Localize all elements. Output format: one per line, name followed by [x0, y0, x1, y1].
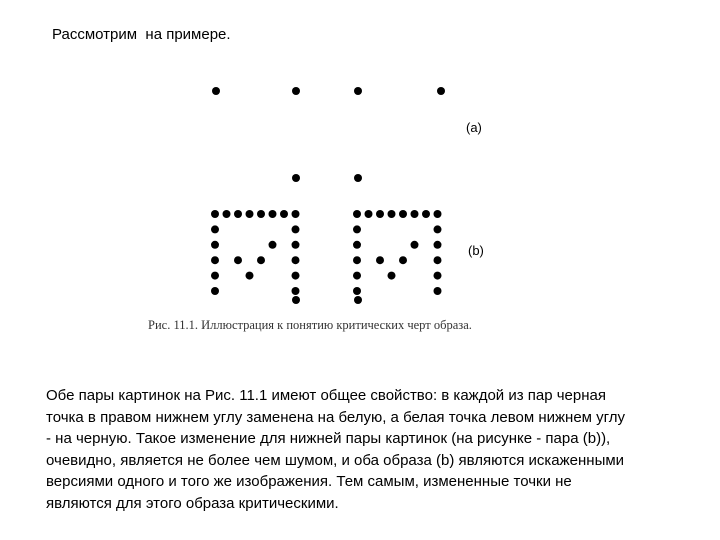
dot	[292, 241, 300, 249]
paragraph-line: версиями одного и того же изображения. Тем самым, измененные точки не	[46, 473, 572, 490]
paragraph-line: являются для этого образа критическими.	[46, 494, 339, 512]
label-b: (b)	[468, 243, 484, 258]
dot	[399, 210, 407, 218]
dot	[437, 87, 445, 95]
dot	[211, 287, 219, 295]
dot	[211, 256, 219, 264]
dot	[388, 210, 396, 218]
dot	[280, 210, 288, 218]
dot	[376, 210, 384, 218]
dot	[434, 272, 442, 280]
dot	[411, 210, 419, 218]
dot	[353, 256, 361, 264]
dot	[376, 256, 384, 264]
dot	[211, 210, 219, 218]
dot	[434, 241, 442, 249]
label-a: (a)	[466, 120, 482, 135]
dot	[292, 87, 300, 95]
dot	[434, 210, 442, 218]
dot	[422, 210, 430, 218]
dot	[269, 210, 277, 218]
dot	[211, 241, 219, 249]
dot	[211, 272, 219, 280]
dot	[292, 210, 300, 218]
paragraph-line: - на черную. Такое изменение для нижней пары картинок (на рисунке - пара (b)),	[46, 430, 611, 447]
dot	[434, 225, 442, 233]
dot	[212, 87, 220, 95]
dot	[292, 174, 300, 182]
dot	[388, 272, 396, 280]
dot	[292, 256, 300, 264]
paragraph-line: точка в правом нижнем углу заменена на белую, а белая точка левом нижнем углу	[46, 408, 626, 426]
dot	[354, 87, 362, 95]
explanation-paragraph	[46, 385, 696, 514]
dot	[211, 225, 219, 233]
dot	[353, 210, 361, 218]
dot	[365, 210, 373, 218]
dot	[354, 296, 362, 304]
dot	[434, 287, 442, 295]
figure-caption: Рис. 11.1. Иллюстрация к понятию критических черт образа.	[148, 318, 472, 332]
dot	[269, 241, 277, 249]
dot	[353, 287, 361, 295]
dot	[223, 210, 231, 218]
dot	[246, 272, 254, 280]
dot	[257, 256, 265, 264]
dot	[292, 296, 300, 304]
dot	[353, 225, 361, 233]
paragraph-line: очевидно, является не более чем шумом, и оба образа (b) являются искаженными	[46, 451, 625, 469]
paragraph-line: Обе пары картинок на Рис. 11.1 имеют общее свойство: в каждой из пар черная	[46, 387, 606, 404]
dot	[292, 225, 300, 233]
dot	[292, 272, 300, 280]
dot	[292, 287, 300, 295]
dot	[257, 210, 265, 218]
dot	[246, 210, 254, 218]
dot	[399, 256, 407, 264]
dot	[354, 174, 362, 182]
dot	[234, 210, 242, 218]
dot	[234, 256, 242, 264]
slide-heading: Рассмотрим на примере.	[52, 26, 231, 43]
dot	[434, 256, 442, 264]
dot	[411, 241, 419, 249]
dot	[353, 272, 361, 280]
dot	[353, 241, 361, 249]
